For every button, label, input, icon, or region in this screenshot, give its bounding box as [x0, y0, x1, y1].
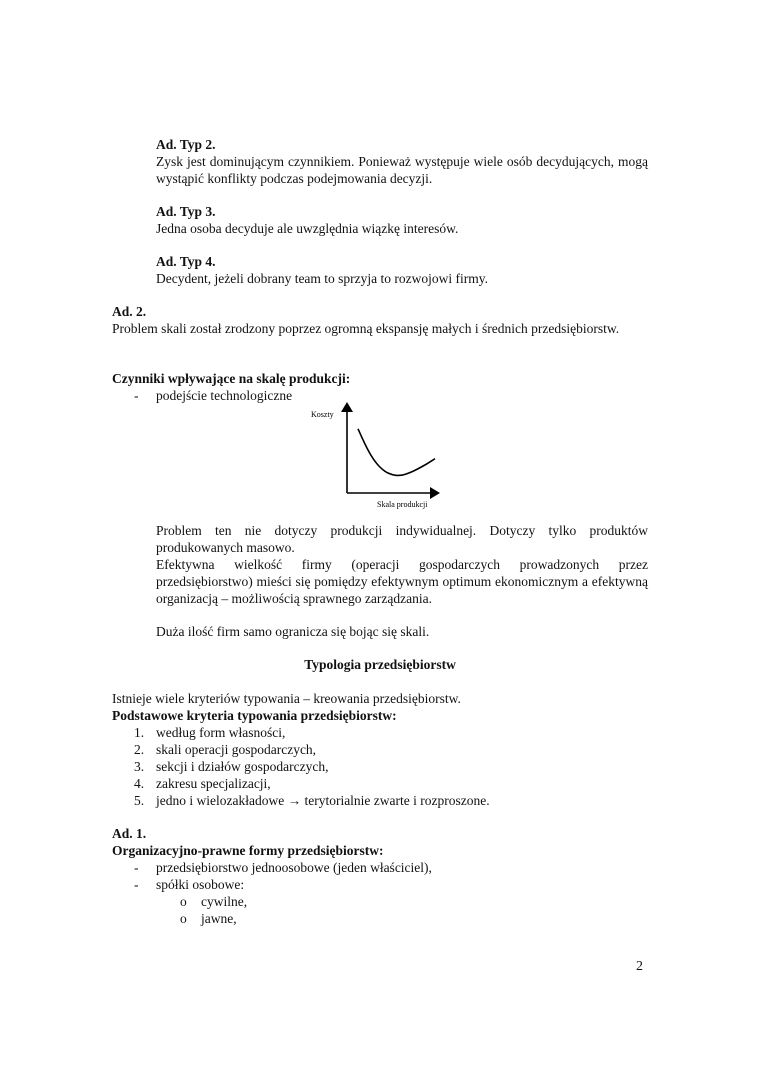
list-bullet: - [134, 860, 139, 875]
ad2-text: Problem skali został zrodzony poprzez ogromną ekspansję małych i średnich przedsiębiorstw. [112, 321, 620, 336]
explanation-p1: Problem ten nie dotyczy produkcji indywidualnej. Dotyczy tylko produktów produkowanych masowo. [156, 523, 648, 555]
typologia-title: Typologia przedsiębiorstw [304, 657, 456, 672]
typ4-heading: Ad. Typ 4. [156, 254, 216, 269]
factors-bullet: - [134, 388, 139, 403]
ad2-heading: Ad. 2. [112, 304, 147, 319]
explanation-p2: Efektywna wielkość firmy (operacji gospodarczych prowadzonych przez przedsiębiorstwo) mieści się pomiędzy efektywnym optimum ekonomicznym a efektywną organizacją – możliwością sprawnego zarządzania. [156, 557, 648, 606]
ad1-heading: Ad. 1. [112, 826, 147, 841]
list-item: spółki osobowe: [156, 877, 245, 892]
cost-series-line [358, 429, 435, 476]
typ2-heading: Ad. Typ 2. [156, 137, 216, 152]
y-axis-arrow [341, 402, 353, 412]
criteria-num: 4. [134, 776, 145, 791]
typ3-heading: Ad. Typ 3. [156, 204, 216, 219]
criteria-num: 5. [134, 793, 145, 808]
list-bullet: - [134, 877, 139, 892]
criteria-num: 1. [134, 725, 145, 740]
criteria-item: skali operacji gospodarczych, [156, 742, 317, 757]
cost-curve-chart [300, 398, 450, 513]
criteria-item: sekcji i działów gospodarczych, [156, 759, 329, 774]
sub-item: jawne, [201, 911, 237, 926]
criteria-item: według form własności, [156, 725, 286, 740]
sub-bullet: o [180, 894, 187, 909]
typologia-intro: Istnieje wiele kryteriów typowania – kreowania przedsiębiorstw. [112, 691, 461, 706]
criteria-num: 3. [134, 759, 145, 774]
typ4-text: Decydent, jeżeli dobrany team to sprzyja to rozwojowi firmy. [156, 271, 489, 286]
sub-bullet: o [180, 911, 187, 926]
factors-item: podejście technologiczne [156, 388, 293, 403]
page-number: 2 [636, 959, 643, 974]
x-axis-label: Skala produkcji [377, 500, 428, 509]
criteria-num: 2. [134, 742, 145, 757]
typ3-text: Jedna osoba decyduje ale uwzględnia wiązkę interesów. [156, 221, 459, 236]
sub-item: cywilne, [201, 894, 248, 909]
y-axis-label: Koszty [311, 410, 334, 419]
criteria-item: jedno i wielozakładowe → terytorialnie zwarte i rozproszone. [156, 793, 490, 808]
ad1-subheading: Organizacyjno-prawne formy przedsiębiorstw: [112, 843, 384, 858]
explanation-p3: Duża ilość firm samo ogranicza się bojąc się skali. [156, 624, 430, 639]
list-item: przedsiębiorstwo jednoosobowe (jeden właściciel), [156, 860, 432, 875]
x-axis-arrow [430, 487, 440, 499]
typ2-text: Zysk jest dominującym czynnikiem. Ponieważ występuje wiele osób decydujących, mogą wystąpić konflikty podczas podejmowania decyzji. [156, 154, 648, 186]
criteria-heading: Podstawowe kryteria typowania przedsiębiorstw: [112, 708, 397, 723]
criteria-item: zakresu specjalizacji, [156, 776, 271, 791]
factors-heading: Czynniki wpływające na skalę produkcji: [112, 371, 351, 386]
